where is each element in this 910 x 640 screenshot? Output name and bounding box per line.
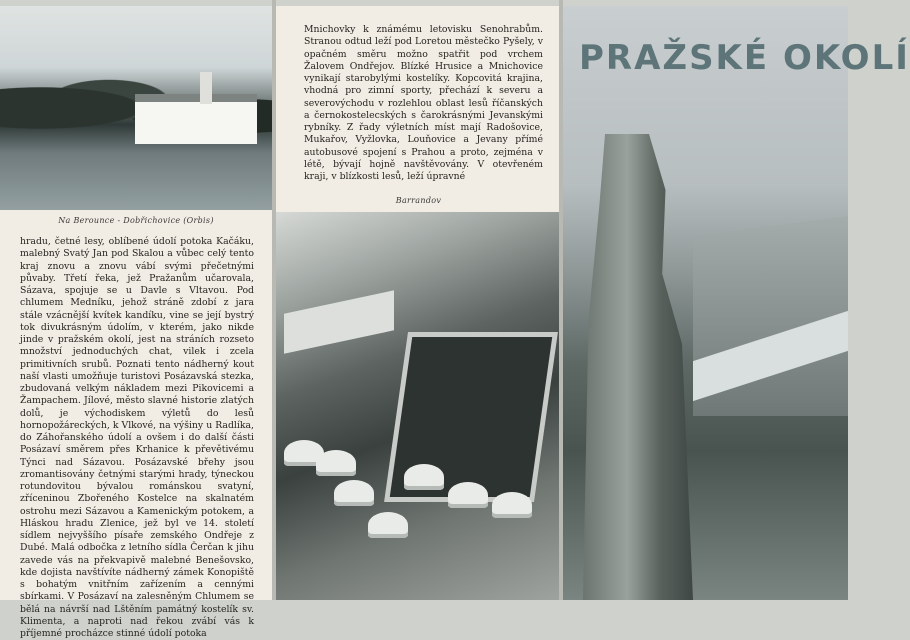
- photo-castle-building: [135, 94, 257, 144]
- caption-berounka: Na Berounce - Dobřichovice (Orbis): [58, 216, 214, 225]
- photo-umbrella: [492, 492, 532, 518]
- photo-pool-building: [284, 290, 394, 353]
- photo-umbrella: [316, 450, 356, 476]
- left-column-text: hradu, četné lesy, oblíbené údolí potoka Kačáku, malebný Svatý Jan pod Skalou a vůbec celý tento kraj znovu a znovu vábí svými přečetnými půvaby. Třetí řeka, jež Pražanům učarovala, Sázava, spojuje se u Davle s Vltavou. Pod chlumem Medníku, jehož stráně zdobí z jara stále vzácnější kvítek kandíku, vine se její bystrý tok divukrásným údolím, v kterém, jako nikde jinde v pražském okolí, jest na stráních rozseto množství jednoduchých chat, vilek i zcela primitivních srubů. Poznati tento nádherný kout naší vlasti umožňuje turistovi Posázavská stezka, zbudovaná velkým nákladem mezi Pikovicemi a Žampachem. Jílové, město slavné historie zlatých dolů, je východiskem výletů do lesů hornopožáreckých, k Vlkové, na výšiny u Radlíka, do Záhořanského údolí a ovšem i do další části Posázaví směrem přes Krhanice k převětivému Týnci nad Sázavou. Posázavské břehy jsou zromantisovány četnými starými hrady, týneckou rotundovitou bývalou románskou svatyní, zříceninou Zbořeného Kostelce na skalnatém ostrohu mezi Sázavou a Kamenickým potokem, a Hláskou hradu Zlenice, jež byl ve 14. století sídlem nejvyššího písaře zemského Ondřeje z Dubé. Malá odbočka z letního sídla Čerčan k jihu zavede vás na překvapivě malebné Benešovsko, kde dojista navštívíte nádherný zámek Konopiště s bohatým vnitřním zařízením a cennými sbírkami. V Posázaví na zalesněným Chlumem se bělá na návrší nad Lštěním památný kostelík sv. Klimenta, a naproti nad řekou zvábí vás k příjemné procházce stinné údolí potoka: [20, 236, 254, 639]
- photo-umbrella: [448, 482, 488, 508]
- photo-barrandov-pool: [276, 212, 561, 600]
- photo-umbrella: [334, 480, 374, 506]
- cover-panel: [563, 6, 910, 600]
- fold-line: [272, 0, 276, 600]
- photo-castle-tower: [200, 72, 212, 104]
- middle-top-text: Mnichovky k známému letovisku Senohrabům. Stranou odtud leží pod Loretou městečko Pyšely, v opačném směru možno spatřit pod vrchem Žalovem Ondřejov. Blízké Hrusice a Mnichovice vynikají starobylými kostelíky. Kopcovitá krajina, vhodná pro zimní sporty, přechází k severu a severovýchodu v rozlehlou oblast lesů říčanských a černokostelecských s čarokrásnými Jevanskými rybníky. Z řady výletních míst mají Radošovice, Mukařov, Vyžlovka, Louňovice a Jevany přímé autobusové spojení s Prahou a proto, zejména v létě, bývají hojně navštěvovány. V otevřeném kraji, v blízkosti lesů, leží úpravné: [304, 24, 543, 182]
- caption-barrandov: Barrandov: [395, 196, 442, 205]
- photo-berounka-dobrichovice: [0, 6, 272, 210]
- middle-text-block: [276, 6, 561, 212]
- cover-title: PRAŽSKÉ OKOLÍ: [579, 38, 910, 78]
- left-text-column: [0, 210, 272, 639]
- photo-umbrella: [368, 512, 408, 538]
- photo-umbrella: [404, 464, 444, 490]
- photo-rock-cliff: [583, 134, 693, 600]
- fold-line: [559, 0, 563, 600]
